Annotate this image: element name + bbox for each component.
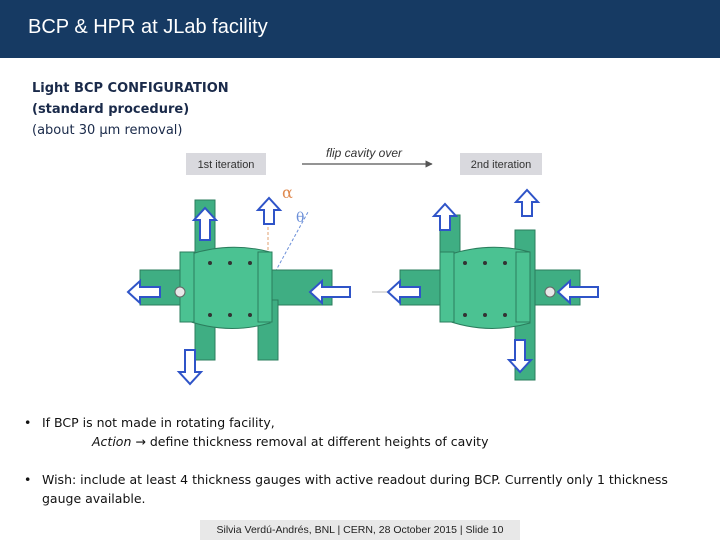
bullet-text-gauges: Wish: include at least 4 thickness gauges with active readout during BCP. Currently only 1 thickness gauge available. — [42, 472, 668, 506]
action-label: Action — [92, 434, 132, 449]
slide-title: BCP & HPR at JLab facility — [28, 16, 268, 38]
bullet-dot: • — [24, 415, 32, 430]
config-procedure: (standard procedure) — [32, 102, 190, 117]
config-heading: Light BCP CONFIGURATION — [32, 81, 229, 96]
second-iteration-label: 2nd iteration — [470, 159, 532, 171]
arrow-right-top2 — [516, 190, 538, 216]
bullet-item-gauges — [22, 470, 702, 508]
flip-label: flip cavity over — [325, 146, 403, 160]
arrow-icon: → — [135, 434, 146, 449]
action-text: define thickness removal at different heights of cavity — [149, 434, 489, 449]
cavity-right — [400, 215, 580, 380]
bullet-dot: • — [24, 472, 32, 487]
first-iteration-label: 1st iteration — [197, 159, 255, 171]
title-bar — [0, 0, 720, 58]
config-removal: (about 30 µm removal) — [32, 123, 183, 138]
alpha-symbol: α — [282, 183, 293, 202]
slide-footer: Silvia Verdú-Andrés, BNL | CERN, 28 October 2015 | Slide 10 — [200, 520, 520, 540]
bullet-list — [22, 413, 702, 527]
action-line — [42, 432, 702, 451]
arrow-left-top2 — [258, 198, 280, 224]
theta-symbol: θ — [296, 210, 305, 226]
bullet-item-rotating — [22, 413, 702, 451]
config-block — [32, 78, 229, 141]
cavity-figure — [110, 140, 610, 390]
bullet-text-rotating: If BCP is not made in rotating facility, — [42, 415, 275, 430]
